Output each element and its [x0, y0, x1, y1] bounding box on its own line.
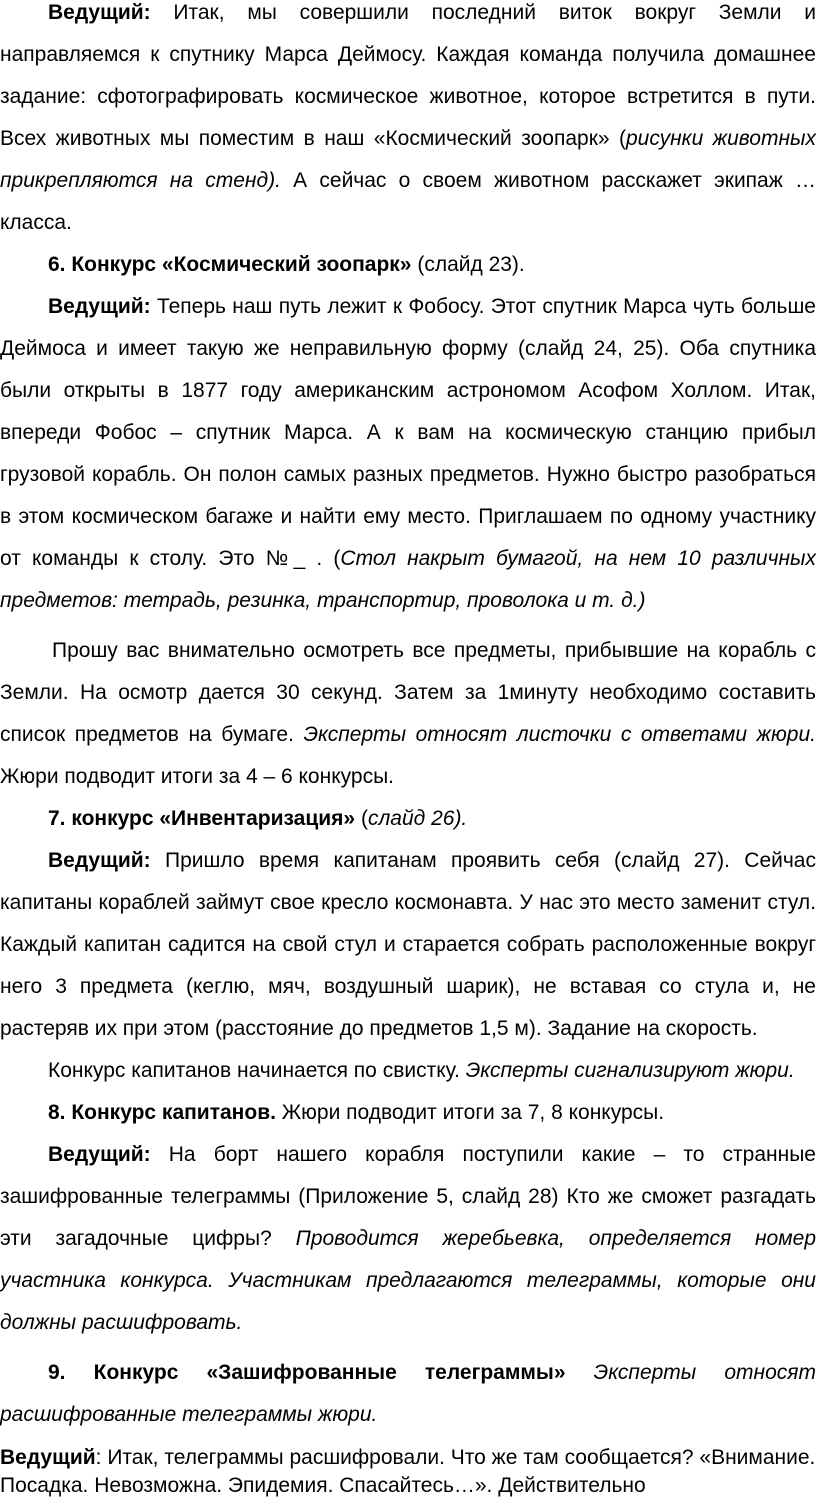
- spacer: [0, 1344, 816, 1352]
- contest-9-heading: [0, 1352, 816, 1436]
- speaker-label: Ведущий:: [48, 849, 151, 872]
- contest-title: 9. Конкурс «Зашифрованные телеграммы»: [48, 1361, 566, 1384]
- paragraph-italic: Проводится жеребьевка, определяется номер участника конкурса. Участникам предлагаются телеграммы, которые они должны расшифровать.: [0, 1227, 816, 1334]
- contest-7-heading: [0, 798, 816, 840]
- contest-tail-italic: слайд 26).: [367, 807, 468, 830]
- contest-tail: (слайд 23).: [411, 253, 525, 276]
- paragraph-captains: [0, 840, 816, 1050]
- contest-tail: (: [355, 807, 368, 830]
- paragraph-italic: Эксперты относят листочки с ответами жюри.: [303, 723, 816, 746]
- paragraph-text: На борт нашего корабля поступили какие – то странные зашифрованные телеграммы (Приложение 5, слайд 28) Кто же сможет разгадать эти загадочные цифры?: [0, 1143, 816, 1250]
- paragraph-text: Жюри подводит итоги за 4 – 6 конкурсы.: [0, 765, 394, 788]
- paragraph-text: Пришло время капитанам проявить себя (слайд 27). Сейчас капитаны кораблей займут свое кресло космонавта. У нас это место заменит стул. Каждый капитан садится на свой стул и старается собрать расположенные вокруг него 3 предмета (кеглю, мяч, воздушный шарик), не вставая со стула и, не растеряв их при этом (расстояние до предметов 1,5 м). Задание на скорость.: [0, 849, 816, 1040]
- paragraph-italic: Эксперты сигнализируют жюри.: [465, 1059, 795, 1082]
- contest-title: 8. Конкурс капитанов.: [48, 1101, 276, 1124]
- contest-6-heading: [0, 244, 816, 286]
- paragraph-text: Итак, мы совершили последний виток вокруг Земли и направляемся к спутнику Марса Деймосу. Каждая команда получила домашнее задание: сфотографировать космическое животное, которое встретится в пути. Всех животных мы поместим в наш «Космический зоопарк» (: [0, 1, 816, 150]
- contest-title: 7. конкурс «Инвентаризация»: [48, 807, 356, 830]
- paragraph-text: Прошу вас внимательно осмотреть все предметы, прибывшие на корабль с Земли. На осмотр дается 30 секунд. Затем за 1минуту необходимо составить список предметов на бумаге.: [0, 639, 816, 746]
- contest-title: 6. Конкурс «Космический зоопарк»: [48, 253, 412, 276]
- speaker-label: Ведущий:: [48, 1143, 151, 1166]
- paragraph-zoo-intro: [0, 0, 816, 244]
- speaker-label: Ведущий:: [48, 295, 151, 318]
- spacer: [0, 622, 816, 630]
- paragraph-text: Конкурс капитанов начинается по свистку.: [48, 1059, 466, 1082]
- paragraph-italic: рисунки животных прикрепляются на стенд).: [0, 127, 816, 192]
- paragraph-phobos: [0, 286, 816, 622]
- paragraph-italic: Стол накрыт бумагой, на нем 10 различных предметов: тетрадь, резинка, транспортир, проволока и т. д.): [0, 547, 816, 612]
- speaker-label: Ведущий:: [48, 1, 151, 24]
- paragraph-inspection: [0, 630, 816, 798]
- contest-tail-italic: Эксперты относят расшифрованные телеграммы жюри.: [0, 1361, 816, 1426]
- contest-tail: Жюри подводит итоги за 7, 8 конкурсы.: [275, 1101, 665, 1124]
- paragraph-text: Теперь наш путь лежит к Фобосу. Этот спутник Марса чуть больше Деймоса и имеет такую же неправильную форму (слайд 24, 25). Оба спутника были открыты в 1877 году американским астрономом Асофом Холлом. Итак, впереди Фобос – спутник Марса. А к вам на космическую станцию прибыл грузовой корабль. Он полон самых разных предметов. Нужно быстро разобраться в этом космическом багаже и найти ему место. Приглашаем по одному участнику от команды к столу. Это №_ . (: [0, 295, 816, 570]
- speaker-label: Ведущий: [0, 1446, 96, 1469]
- paragraph-text: : Итак, телеграммы расшифровали. Что же там сообщается? «Внимание. Посадка. Невозможна. Эпидемия. Спасайтесь…». Действительно: [0, 1446, 816, 1497]
- paragraph-whistle: [0, 1050, 816, 1092]
- paragraph-telegrams: [0, 1134, 816, 1344]
- spacer: [0, 1436, 816, 1444]
- paragraph-text: А сейчас о своем животном расскажет экипаж … класса.: [0, 169, 816, 234]
- contest-8-heading: [0, 1092, 816, 1134]
- paragraph-decoded: [0, 1444, 816, 1500]
